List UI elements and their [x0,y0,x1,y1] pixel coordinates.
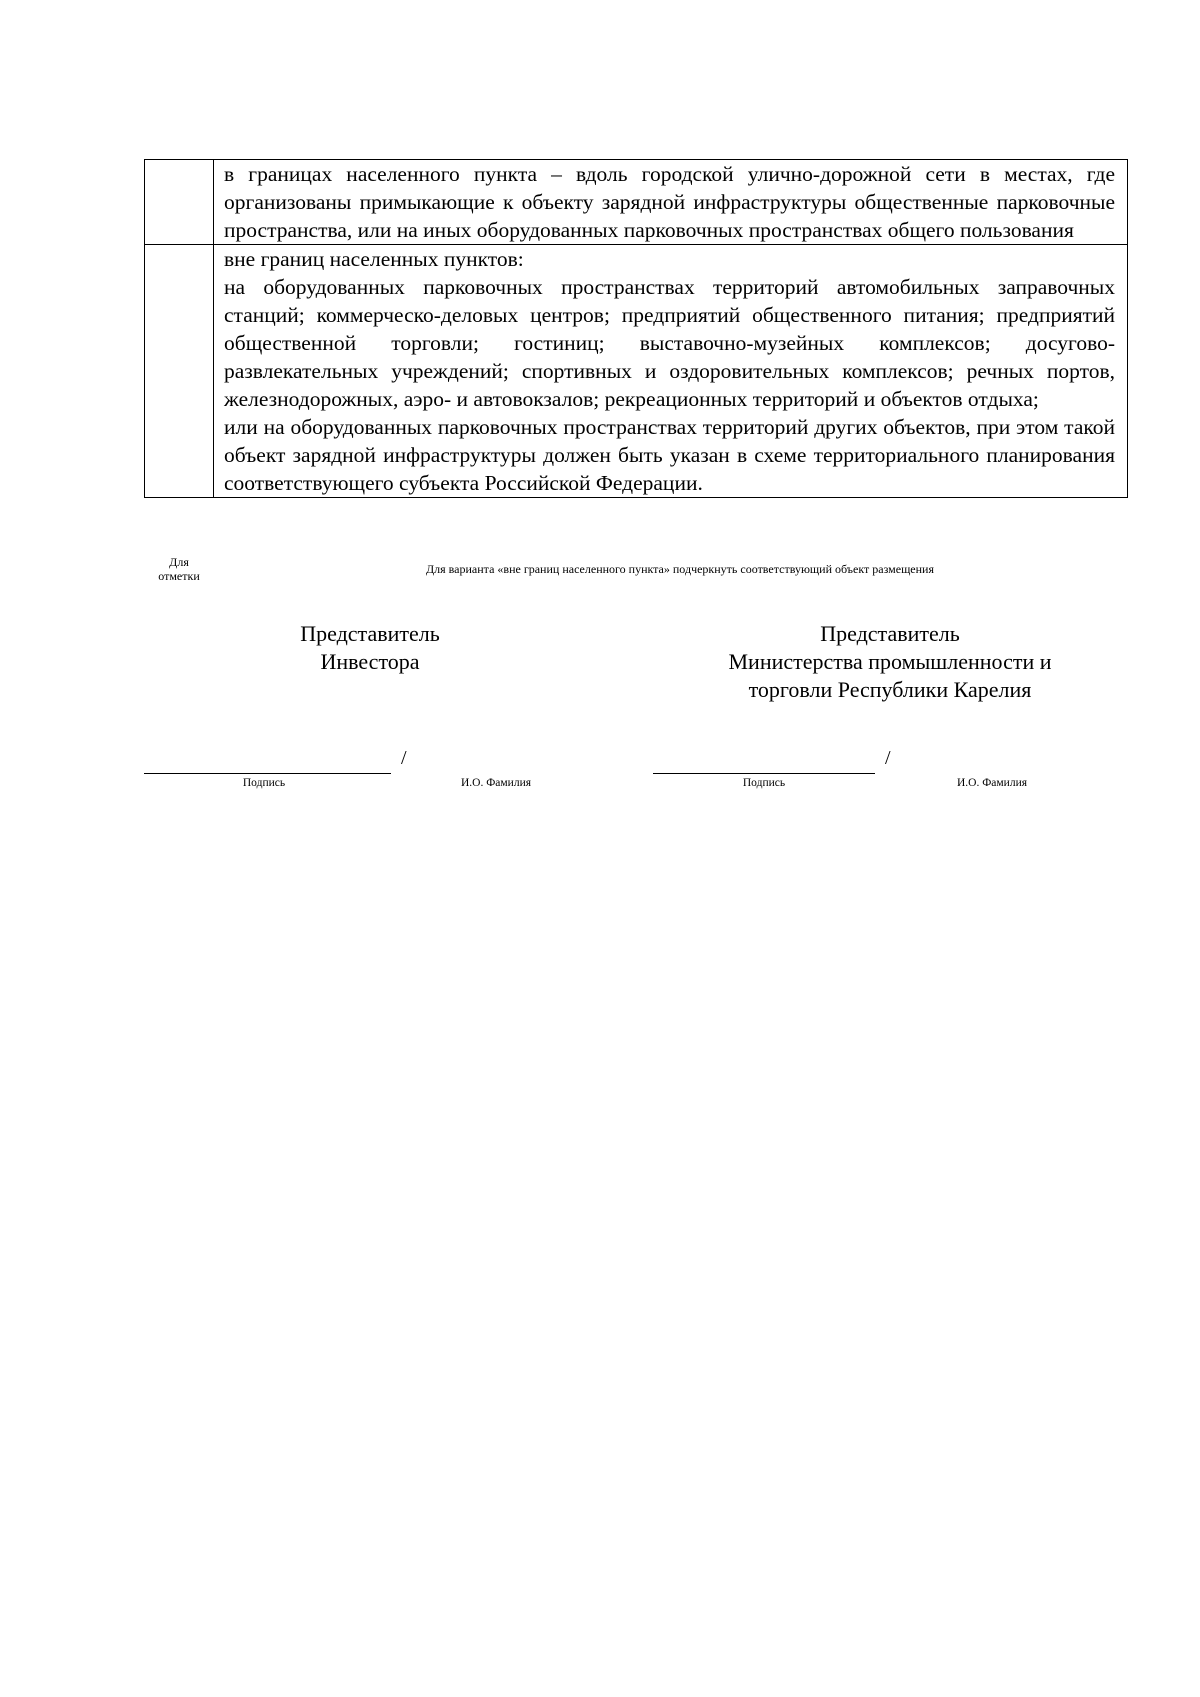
option-paragraph: или на оборудованных парковочных пространствах территорий других объектов, при этом такой объект зарядной инфраструктуры должен быть указан в схеме территориального планирования соответствующего субъекта Российской Федерации. [224,415,1115,495]
table-row [145,160,1128,245]
option-within-settlement [214,160,1128,245]
option-paragraph: вне границ населенных пунктов: [224,247,524,271]
investor-signature-line[interactable] [144,773,391,774]
option-paragraph: на оборудованных парковочных пространствах территорий автомобильных заправочных станций; коммерческо-деловых центров; предприятий общественного питания; предприятий общественной торговли; гостиниц; выставочно-музейных комплексов; досугово-развлекательных учреждений; спортивных и оздоровительных комплексов; речных портов, железнодорожных, аэро- и автовокзалов; рекреационных территорий и объектов отдыха; [224,275,1115,411]
mark-column-caption [144,555,214,583]
mark-cell-within-settlement[interactable] [145,160,214,245]
table-row [145,245,1128,498]
ministry-signature-label: Подпись [742,777,786,789]
mark-caption-line: отметки [158,569,200,583]
ministry-representative-title: Представитель Министерства промышленности и торговли Республики Карелия [728,621,1052,702]
placement-options-table [144,159,1128,498]
ministry-signature-separator: / [885,747,891,769]
investor-signature-separator: / [401,747,407,769]
option-paragraph: в границах населенного пункта – вдоль городской улично-дорожной сети в местах, где организованы примыкающие к объекту зарядной инфраструктуры общественные парковочные пространства, или на иных оборудованных парковочных пространствах общего пользования [224,162,1115,242]
table-note: Для варианта «вне границ населенного пункта» подчеркнуть соответствующий объект размещения [425,562,934,576]
investor-representative-title: Представитель Инвестора [300,621,440,674]
mark-cell-outside-settlement[interactable] [145,245,214,498]
investor-name-label: И.О. Фамилия [460,777,532,789]
investor-signature-label: Подпись [242,777,286,789]
ministry-signature-line[interactable] [653,773,875,774]
mark-caption-line: Для [169,555,189,569]
option-outside-settlement [214,245,1128,498]
ministry-name-label: И.О. Фамилия [956,777,1028,789]
